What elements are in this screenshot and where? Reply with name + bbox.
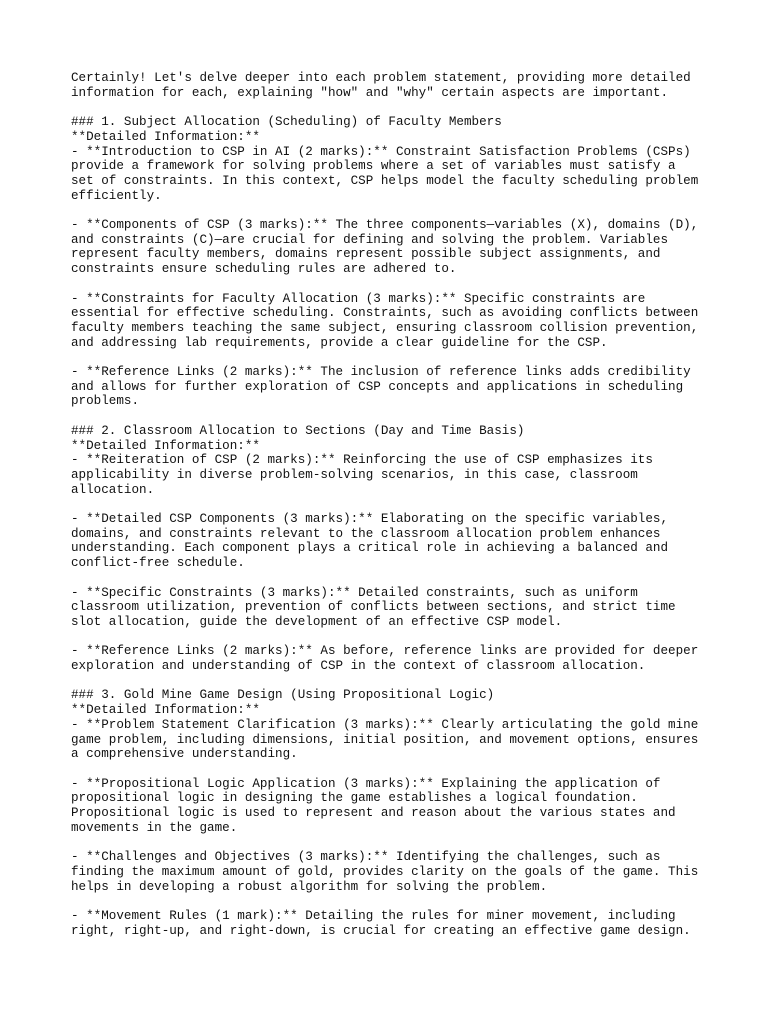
text-line: - **Movement Rules (1 mark):** Detailing the rules for miner movement, including: [71, 908, 676, 923]
paragraph: [71, 71, 711, 100]
text-line: ### 1. Subject Allocation (Scheduling) of Faculty Members: [71, 115, 502, 130]
text-line: ### 2. Classroom Allocation to Sections (Day and Time Basis): [71, 423, 525, 438]
text-line: - **Components of CSP (3 marks):** The three components—variables (X), domains (D),: [71, 218, 699, 232]
text-line: applicability in diverse problem-solving scenarios, in this case, classroom: [71, 467, 638, 482]
text-line: information for each, explaining "how" and "why" certain aspects are important.: [71, 85, 669, 100]
text-line: - **Detailed CSP Components (3 marks):** Elaborating on the specific variables,: [71, 512, 669, 526]
text-line: helps in developing a robust algorithm for solving the problem.: [71, 879, 548, 894]
text-line: faculty members teaching the same subject, ensuring classroom collision prevention,: [71, 320, 699, 335]
text-line: **Detailed Information:**: [71, 703, 260, 718]
text-line: conflict-free schedule.: [71, 556, 245, 571]
paragraph: [71, 115, 711, 203]
text-line: - **Introduction to CSP in AI (2 marks):** Constraint Satisfaction Problems (CSPs): [71, 144, 691, 159]
text-line: and constraints (C)—are crucial for defining and solving the problem. Variables: [71, 232, 669, 247]
paragraph: [71, 688, 711, 762]
text-line: allocation.: [71, 482, 155, 497]
text-line: represent faculty members, domains represent possible subject assignments, and: [71, 247, 661, 262]
text-line: slot allocation, guide the development of an effective CSP model.: [71, 614, 563, 629]
text-line: **Detailed Information:**: [71, 129, 260, 144]
text-line: propositional logic in designing the game establishes a logical foundation.: [71, 791, 638, 806]
paragraph: [71, 644, 711, 673]
text-line: - **Reiteration of CSP (2 marks):** Reinforcing the use of CSP emphasizes its: [71, 453, 653, 468]
text-line: game problem, including dimensions, initial position, and movement options, ensures: [71, 732, 699, 747]
text-line: exploration and understanding of CSP in the context of classroom allocation.: [71, 659, 646, 673]
text-line: - **Propositional Logic Application (3 marks):** Explaining the application of: [71, 776, 661, 791]
paragraph: [71, 292, 711, 351]
text-line: a comprehensive understanding.: [71, 747, 298, 762]
text-line: - **Constraints for Faculty Allocation (3 marks):** Specific constraints are: [71, 291, 646, 306]
text-line: finding the maximum amount of gold, provides clarity on the goals of the game. This: [71, 864, 699, 879]
paragraph: [71, 850, 711, 894]
paragraph: [71, 365, 711, 409]
text-line: understanding. Each component plays a critical role in achieving a balanced and: [71, 541, 669, 556]
text-line: movements in the game.: [71, 820, 238, 835]
text-line: - **Challenges and Objectives (3 marks):** Identifying the challenges, such as: [71, 850, 661, 865]
text-line: and allows for further exploration of CSP concepts and applications in scheduling: [71, 379, 684, 394]
text-line: - **Reference Links (2 marks):** The inclusion of reference links adds credibility: [71, 365, 691, 379]
paragraph: [71, 218, 711, 277]
paragraph: [71, 424, 711, 498]
text-line: Certainly! Let's delve deeper into each problem statement, providing more detailed: [71, 71, 691, 85]
paragraph: [71, 777, 711, 836]
paragraph: [71, 909, 711, 938]
text-line: **Detailed Information:**: [71, 438, 260, 453]
text-line: Propositional logic is used to represent and reason about the various states and: [71, 806, 676, 820]
text-line: right, right-up, and right-down, is crucial for creating an effective game design.: [71, 923, 691, 938]
text-line: - **Specific Constraints (3 marks):** Detailed constraints, such as uniform: [71, 585, 638, 600]
text-line: constraints ensure scheduling rules are adhered to.: [71, 262, 457, 277]
text-line: provide a framework for solving problems where a set of variables must satisfy a: [71, 159, 676, 174]
text-line: domains, and constraints relevant to the classroom allocation problem enhances: [71, 526, 661, 541]
paragraph: [71, 512, 711, 571]
paragraph: [71, 586, 711, 630]
text-line: ### 3. Gold Mine Game Design (Using Propositional Logic): [71, 688, 495, 703]
text-line: classroom utilization, prevention of conflicts between sections, and strict time: [71, 600, 676, 615]
text-line: essential for effective scheduling. Constraints, such as avoiding conflicts between: [71, 306, 699, 321]
document-page: [71, 71, 711, 953]
text-line: efficiently.: [71, 188, 162, 203]
text-line: problems.: [71, 394, 140, 409]
text-line: - **Problem Statement Clarification (3 marks):** Clearly articulating the gold mine: [71, 717, 699, 732]
text-line: - **Reference Links (2 marks):** As before, reference links are provided for deeper: [71, 644, 699, 659]
text-line: and addressing lab requirements, provide a clear guideline for the CSP.: [71, 335, 608, 350]
text-line: set of constraints. In this context, CSP helps model the faculty scheduling problem: [71, 173, 699, 188]
